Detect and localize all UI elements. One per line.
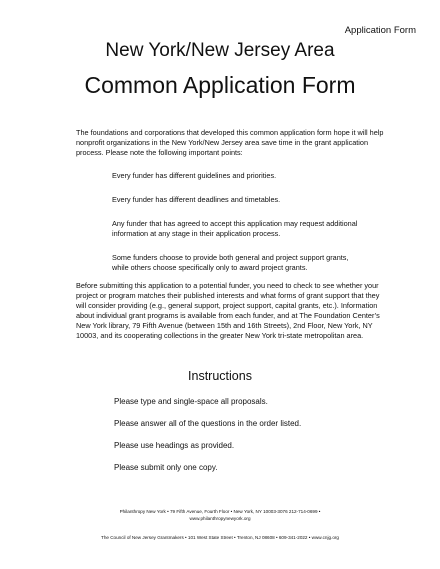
title-region: New York/New Jersey Area	[105, 40, 335, 61]
footer-cnjg: The Council of New Jersey Grantmakers • 101 West State Street • Trenton, NJ 08608 • 609-341-2022 • www.cnjg.org	[101, 535, 339, 540]
point-item: Every funder has different deadlines and timetables.	[112, 195, 281, 204]
instruction-item: Please use headings as provided.	[114, 441, 235, 450]
point-item: Some funders choose to provide both general and project support grants, while others choose specifically only to award project grants.	[112, 253, 349, 272]
instruction-item: Please type and single-space all proposals.	[114, 397, 268, 406]
instruction-item: Please submit only one copy.	[114, 463, 218, 472]
footer-website-line: www.philanthropynewyork.org	[189, 516, 251, 521]
footer-address-line: Philanthropy New York • 79 Fifth Avenue, Fourth Floor • New York, NY 10003-3076 212-714-0699 •	[119, 509, 321, 514]
instructions-heading: Instructions	[188, 369, 252, 383]
point-item: Every funder has different guidelines and priorities.	[112, 171, 277, 180]
instruction-item: Please answer all of the questions in the order listed.	[114, 419, 302, 428]
intro-paragraph: The foundations and corporations that developed this common application form hope it will help nonprofit organizations in the New York/New Jersey area save time in the grant application process. Please note the following important points:	[76, 128, 384, 157]
document-title: Common Application Form	[84, 72, 356, 98]
header-tag: Application Form	[344, 25, 416, 36]
point-item: Any funder that has agreed to accept this application may request additional information at any stage in their application process.	[112, 219, 358, 238]
footer-philanthropy-ny	[0, 508, 440, 522]
before-submitting-paragraph: Before submitting this application to a potential funder, you need to check to see whether your project or program matches their published interests and what forms of grant support that they will consider providing (e.g., general support, project support, capital grants, etc.). Information about individual grant programs is available from each funder, and at The Foundation Center’s New York library, 79 Fifth Avenue (between 15th and 16th Streets), 2nd Floor, New York, NY 10003, and its cooperating collections in the greater New York tri-state metropolitan area.	[76, 281, 380, 340]
